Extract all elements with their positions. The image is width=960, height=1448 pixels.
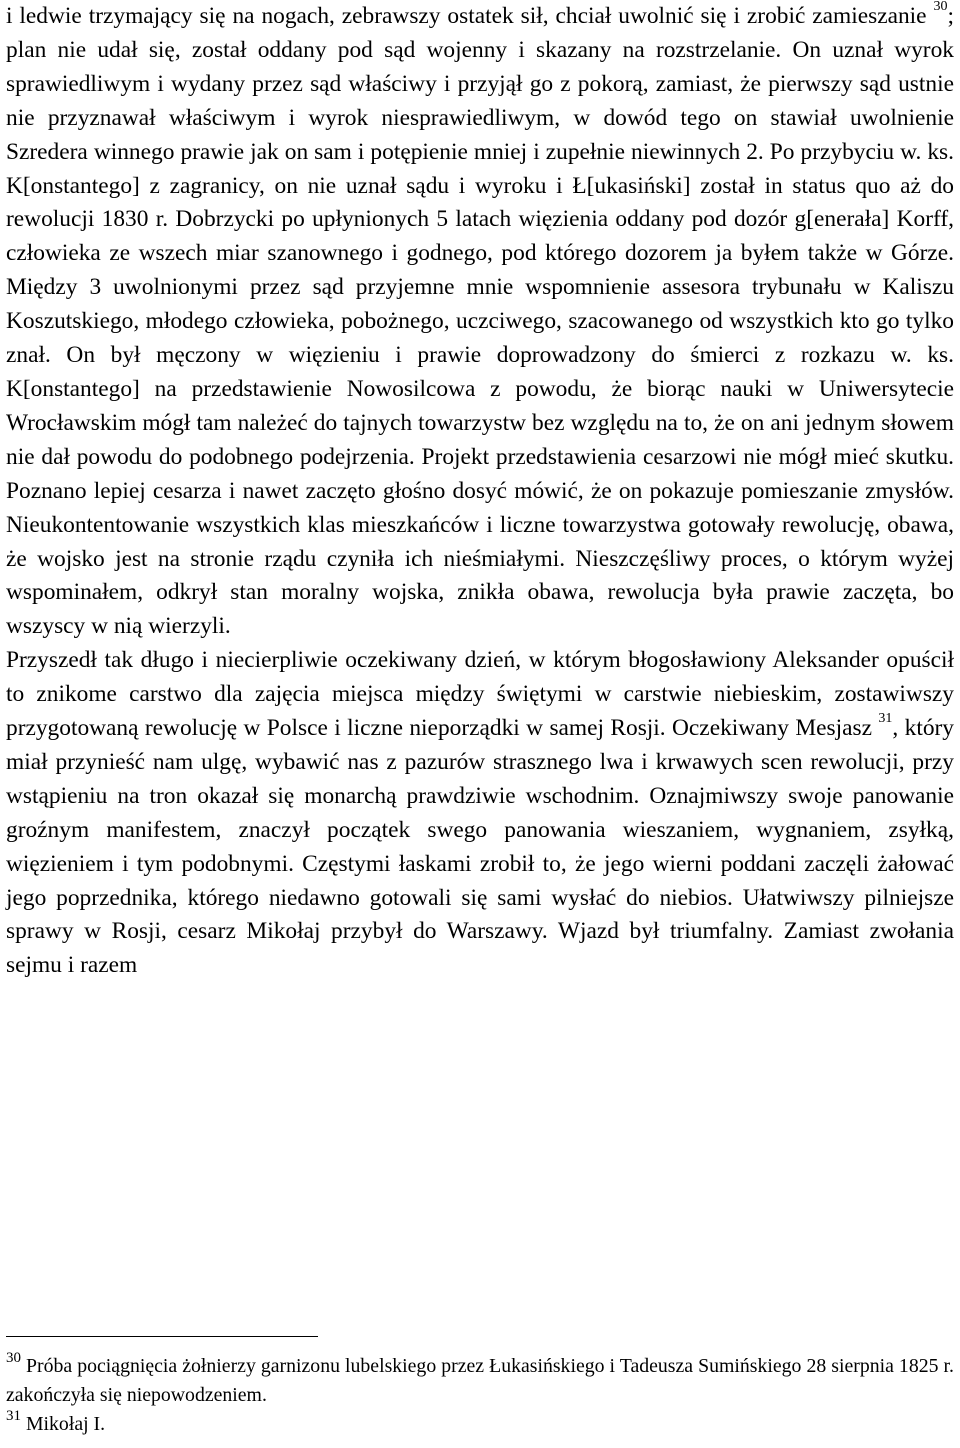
footnote-separator (6, 1336, 318, 1337)
paragraph-1-text-b: ; plan nie udał się, został oddany pod sąd wojenny i skazany na rozstrzelanie. On uznał wyrok sprawiedliwym i wydany przez sąd właściwy i przyjął go z pokorą, zamiast, że pierwszy sąd ustnie nie przyznawał właściwym i wyrok niesprawiedliwym, w dowód tego on stawiał uwolnienie Szredera winnego prawie jak on sam i potępienie mniej i zupełnie niewinnych 2. Po przybyciu w. ks. K[onstantego] z zagranicy, on nie uznał sądu i wyroku i Ł[ukasiński] został in status quo aż do rewolucji 1830 r. Dobrzycki po upłynionych 5 latach więzienia oddany pod dozór g[enerała] Korff, człowieka ze wszech miar szanownego i godnego, pod którego dozorem ja byłem także w Górze. Między 3 uwolnionymi przez sąd przyjemne mnie wspomnienie assesora trybunału w Kaliszu Koszutskiego, młodego człowieka, pobożnego, uczciwego, szacowanego od wszystkich kto go tylko znał. On był męczony w więzieniu i prawie doprowadzony do śmierci z rozkazu w. ks. K[onstantego] na przedstawienie Nowosilcowa z powodu, że biorąc nauki w Uniwersytecie Wrocławskim mógł tam należeć do tajnych towarzystw bez względu na to, że on ani jednym słowem nie dał powodu do podobnego podejrzenia. Projekt przedstawienia cesarzowi nie mógł mieć skutku. Poznano lepiej cesarza i nawet zaczęto głośno dosyć mówić, że on pokazuje pomieszanie zmysłów. Nieukontentowanie wszystkich klas mieszkańców i liczne towarzystwa gotowały rewolucję, obawa, że wojsko jest na stronie rządu czyniła ich nieśmiałymi. Nieszczęśliwy proces, o którym wyżej wspominałem, odkrył stan moralny wojska, znikła obawa, rewolucja była prawie zaczęta, bo wszyscy w nią wierzyli. (6, 3, 954, 640)
paragraph-1-text-a: i ledwie trzymający się na nogach, zebrawszy ostatek sił, chciał uwolnić się i zrobić zamieszanie (6, 3, 927, 29)
footnote-number: 31 (6, 1408, 21, 1425)
paragraph-1 (6, 0, 954, 644)
footnote-30 (6, 1352, 954, 1410)
footnote-number: 30 (6, 1350, 21, 1367)
footnote-ref-30: 30 (933, 0, 948, 15)
document-page (6, 0, 954, 1448)
footnote-ref-31: 31 (878, 711, 893, 727)
footnote-text: Próba pociągnięcia żołnierzy garnizonu lubelskiego przez Łukasińskiego i Tadeusza Sumińskiego 28 sierpnia 1825 r. zakończyła się niepowodzeniem. (6, 1355, 954, 1406)
footnotes (6, 1352, 954, 1439)
footnote-31 (6, 1410, 954, 1439)
paragraph-2 (6, 644, 954, 983)
paragraph-2-text-b: , który miał przynieść nam ulgę, wybawić nas z pazurów strasznego lwa i krwawych scen rewolucji, przy wstąpieniu na tron okazał się monarchą prawdziwie wschodnim. Oznajmiwszy swoje panowanie groźnym manifestem, znaczył początek swego panowania wieszaniem, wygnaniem, zsyłką, więzieniem i tym podobnymi. Częstymi łaskami zrobił to, że jego wierni poddani zaczęli żałować jego poprzednika, którego niedawno gotowali się sami wysłać do niebios. Ułatwiwszy pilniejsze sprawy w Rosji, cesarz Mikołaj przybył do Warszawy. Wjazd był triumfalny. Zamiast zwołania sejmu i razem (6, 715, 955, 979)
main-text (6, 0, 954, 983)
footnote-text: Mikołaj I. (25, 1413, 106, 1435)
paragraph-2-text-a: Przyszedł tak długo i niecierpliwie oczekiwany dzień, w którym błogosławiony Aleksander opuścił to znikome carstwo dla zajęcia miejsca między świętymi w carstwie niebieskim, zostawiwszy przygotowaną rewolucję w Polsce i liczne nieporządki w samej Rosji. Oczekiwany Mesjasz (6, 647, 954, 742)
